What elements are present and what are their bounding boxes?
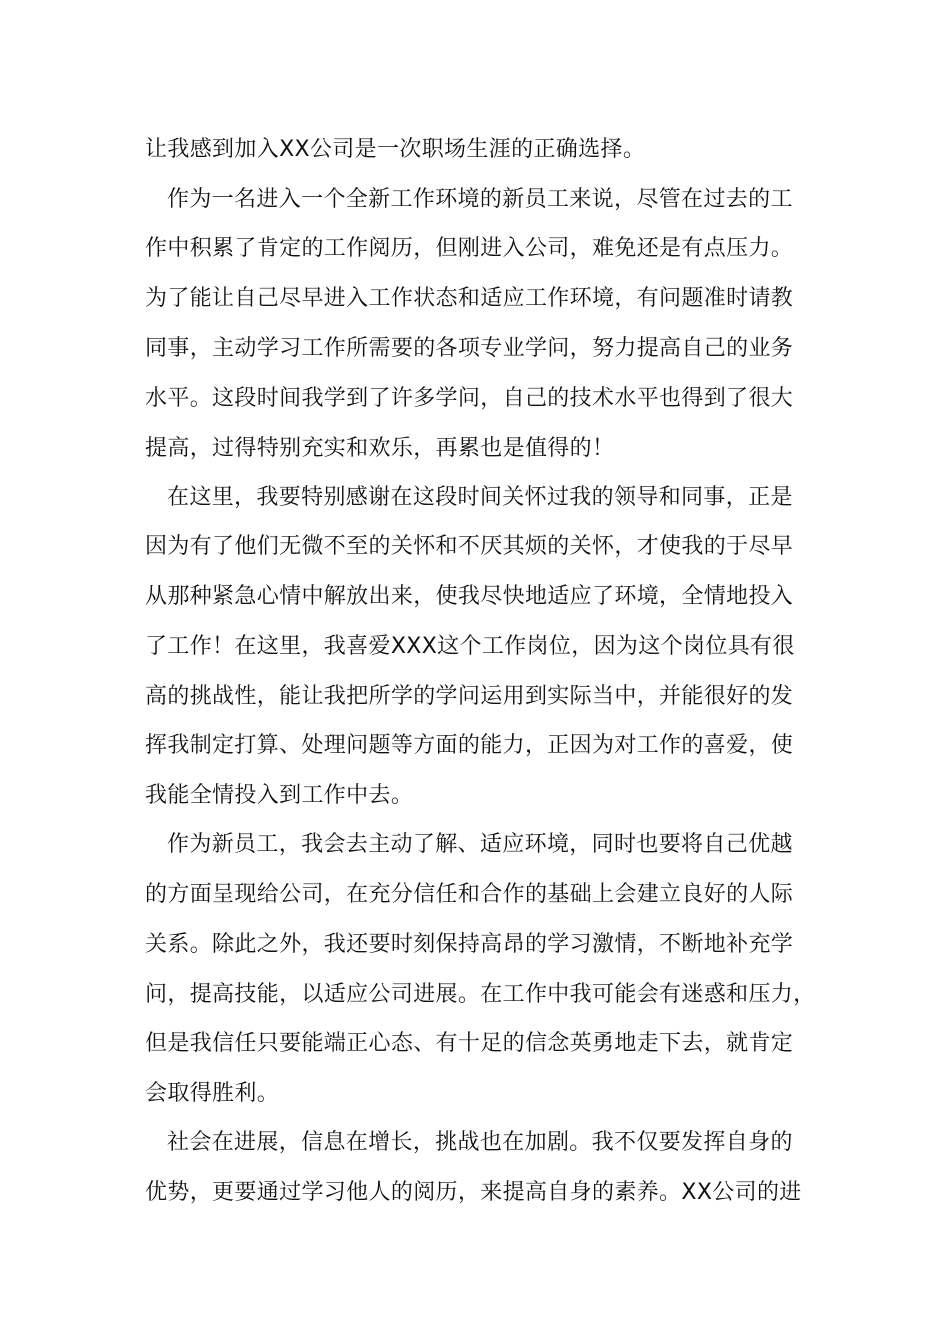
text-line: 从那种紧急心情中解放出来，使我尽快地适应了环境，全情地投入 — [145, 584, 794, 609]
text-line: 因为有了他们无微不至的关怀和不厌其烦的关怀，才使我的于尽早 — [145, 534, 794, 559]
text-line: 为了能让自己尽早进入工作状态和适应工作环境，有问题准时请教 — [145, 286, 794, 311]
text-line: 问，提高技能，以适应公司进展。在工作中我可能会有迷惑和压力， — [145, 982, 816, 1007]
paragraph-first-line: 在这里，我要特别感谢在这段时间关怀过我的领导和同事，正是 — [167, 485, 793, 510]
text-line: 让我感到加入XX公司是一次职场生涯的正确选择。 — [145, 137, 646, 162]
text-line: 作中积累了肯定的工作阅历，但刚进入公司，难免还是有点压力。 — [145, 236, 794, 261]
text-line: 同事，主动学习工作所需要的各项专业学问，努力提高自己的业务 — [145, 336, 794, 361]
paragraph-first-line: 社会在进展，信息在增长，挑战也在加剧。我不仅要发挥自身的 — [167, 1130, 793, 1155]
text-line: 我能全情投入到工作中去。 — [145, 783, 414, 808]
text-line: 挥我制定打算、处理问题等方面的能力，正因为对工作的喜爱，使 — [145, 733, 794, 758]
text-line: 优势，更要通过学习他人的阅历，来提高自身的素养。XX公司的进 — [145, 1180, 802, 1205]
text-line: 提高，过得特别充实和欢乐，再累也是值得的！ — [145, 436, 615, 461]
text-line: 了工作！在这里，我喜爱XXX这个工作岗位，因为这个岗位具有很 — [145, 634, 795, 659]
text-line: 但是我信任只要能端正心态、有十足的信念英勇地走下去，就肯定 — [145, 1031, 794, 1056]
paragraph-first-line: 作为一名进入一个全新工作环境的新员工来说，尽管在过去的工 — [167, 187, 793, 212]
text-line: 的方面呈现给公司，在充分信任和合作的基础上会建立良好的人际 — [145, 882, 794, 907]
text-line: 高的挑战性，能让我把所学的学问运用到实际当中，并能很好的发 — [145, 684, 794, 709]
text-line: 水平。这段时间我学到了许多学问，自己的技术水平也得到了很大 — [145, 386, 794, 411]
text-line: 关系。除此之外，我还要时刻保持高昂的学习激情，不断地补充学 — [145, 932, 794, 957]
text-line: 会取得胜利。 — [145, 1081, 280, 1106]
paragraph-first-line: 作为新员工，我会去主动了解、适应环境，同时也要将自己优越 — [167, 832, 793, 857]
